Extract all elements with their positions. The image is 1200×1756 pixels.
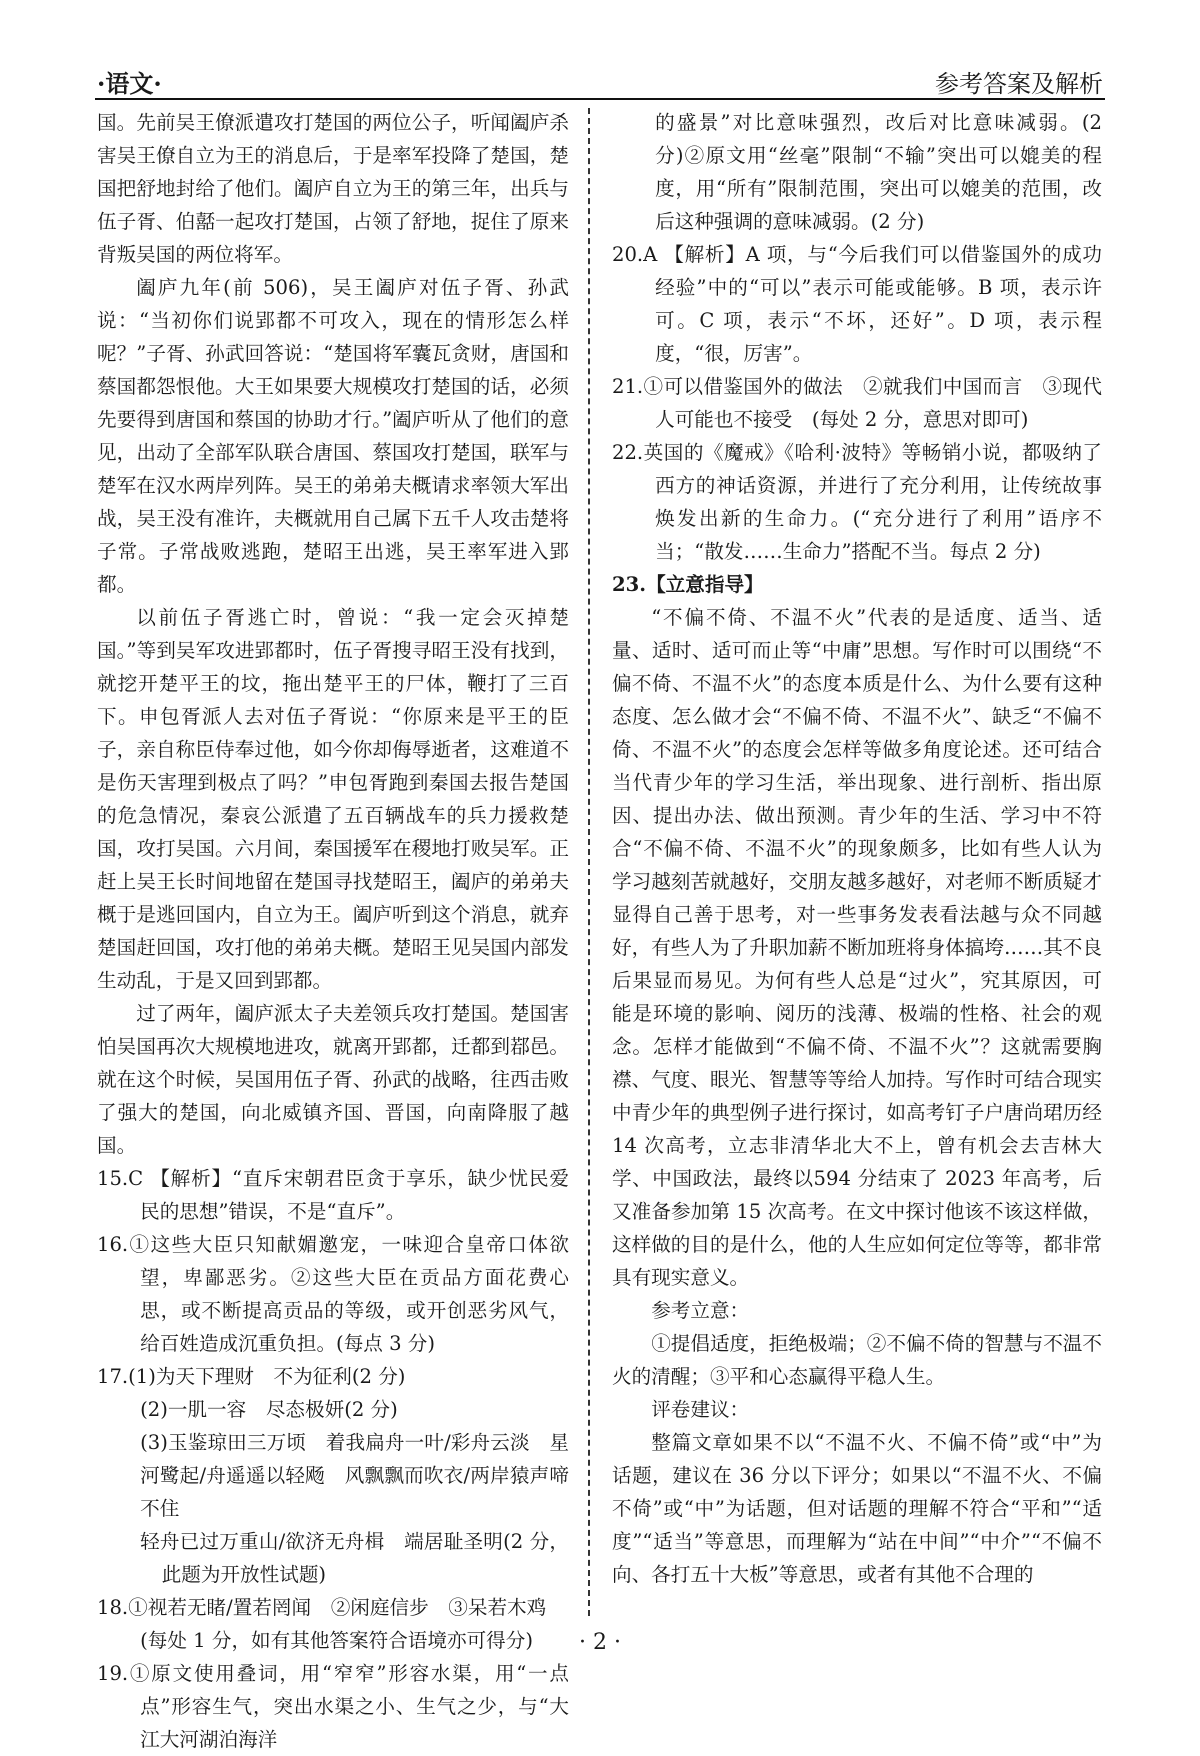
section-title: 参考答案及解析 bbox=[935, 70, 1103, 98]
subject-label: ·语文· bbox=[97, 69, 162, 98]
answer-17-2: (2)一肌一容 尽态极妍(2 分) bbox=[140, 1398, 398, 1421]
answer-19-cont: 的盛景”对比意味强烈，改后对比意味减弱。(2 分)②原文用“丝毫”限制“不输”突出可以媲美的程度，用“所有”限制范围，突出可以媲美的范围，改后这种强调的意味减弱。(2 分) bbox=[655, 111, 1102, 233]
right-column bbox=[612, 106, 1102, 1628]
page-header bbox=[95, 60, 1105, 100]
answer-19: 19.①原文使用叠词，用“窄窄”形容水渠，用“一点点”形容生气，突出水渠之小、生气之少，与“大江大河湖泊海洋 bbox=[97, 1662, 569, 1751]
page-number: · 2 · bbox=[579, 1630, 621, 1655]
left-column bbox=[97, 106, 569, 1751]
answer-17-3-cont: 轻舟已过万重山/欲济无舟楫 端居耻圣明(2 分，此题为开放性试题) bbox=[140, 1530, 569, 1586]
answer-15: 15.C 【解析】“直斥宋朝君臣贪于享乐，缺少忧民爱民的思想”错误，不是“直斥”。 bbox=[97, 1167, 569, 1223]
evaluation-body: 整篇文章如果不以“不温不火、不偏不倚”或“中”为话题，建议在 36 分以下评分；如果以“不温不火、不偏不倚”或“中”为话题，但对话题的理解不符合“平和”“适度”“适当”等意思，而理解为“站在中间”“中介”“不偏不向、各打五十大板”等意思，或者有其他不合理的 bbox=[612, 1431, 1102, 1586]
paragraph: 以前伍子胥逃亡时，曾说：“我一定会灭掉楚国。”等到吴军攻进郢都时，伍子胥搜寻昭王没有找到，就挖开楚平王的坟，拖出楚平王的尸体，鞭打了三百下。申包胥派人去对伍子胥说：“你原来是平王的臣子，亲自称臣侍奉过他，如今你却侮辱逝者，这难道不是伤天害理到极点了吗？”申包胥跑到秦国去报告楚国的危急情况，秦哀公派遣了五百辆战车的兵力援救楚国，攻打吴国。六月间，秦国援军在稷地打败吴军。正赶上吴王长时间地留在楚国寻找楚昭王，阖庐的弟弟夫概于是逃回国内，自立为王。阖庐听到这个消息，就弃楚国赶回国，攻打他的弟弟夫概。楚昭王见吴国内部发生动乱，于是又回到郢都。 bbox=[97, 606, 569, 992]
reference-title: 参考立意： bbox=[651, 1299, 750, 1322]
answer-18-note: (每处 1 分，如有其他答案符合语境亦可得分) bbox=[140, 1629, 534, 1652]
evaluation-title: 评卷建议： bbox=[651, 1398, 750, 1421]
answer-17-1: 17.(1)为天下理财 不为征利(2 分) bbox=[97, 1365, 406, 1388]
answer-23-heading: 23.【立意指导】 bbox=[612, 573, 764, 596]
paragraph: 阖庐九年(前 506)，吴王阖庐对伍子胥、孙武说：“当初你们说郢都不可攻入，现在的情形怎么样呢？”子胥、孙武回答说：“楚国将军囊瓦贪财，唐国和蔡国都怨恨他。大王如果要大规模攻打楚国的话，必须先要得到唐国和蔡国的协助才行。”阖庐听从了他们的意见，出动了全部军队联合唐国、蔡国攻打楚国，联军与楚军在汉水两岸列阵。吴王的弟弟夫概请求率领大军出战，吴王没有准许，夫概就用自己属下五千人攻击楚将子常。子常战败逃跑，楚昭王出逃，吴王率军进入郢都。 bbox=[97, 276, 569, 596]
answer-21: 21.①可以借鉴国外的做法 ②就我们中国而言 ③现代人可能也不接受 (每处 2 分，意思对即可) bbox=[612, 375, 1102, 431]
answer-20: 20.A 【解析】A 项，与“今后我们可以借鉴国外的成功经验”中的“可以”表示可能或能够。B 项，表示许可。C 项，表示“不坏，还好”。D 项，表示程度，“很，厉害”。 bbox=[612, 243, 1102, 365]
answer-18: 18.①视若无睹/置若罔闻 ②闲庭信步 ③呆若木鸡 bbox=[97, 1596, 547, 1619]
paragraph: 过了两年，阖庐派太子夫差领兵攻打楚国。楚国害怕吴国再次大规模地进攻，就离开郢都，迁都到鄀邑。就在这个时候，吴国用伍子胥、孙武的战略，往西击败了强大的楚国，向北威镇齐国、晋国，向南降服了越国。 bbox=[97, 1002, 569, 1157]
answer-17-3: (3)玉鉴琼田三万顷 着我扁舟一叶/彩舟云淡 星河鹭起/舟遥遥以轻飏 风飘飘而吹衣/两岸猿声啼不住 bbox=[140, 1431, 569, 1520]
reference-body: ①提倡适度，拒绝极端；②不偏不倚的智慧与不温不火的清醒；③平和心态赢得平稳人生。 bbox=[612, 1332, 1102, 1388]
paragraph: “不偏不倚、不温不火”代表的是适度、适当、适量、适时、适可而止等“中庸”思想。写作时可以围绕“不偏不倚、不温不火”的态度本质是什么、为什么要有这种态度、怎么做才会“不偏不倚、不温不火”、缺乏“不偏不倚、不温不火”的态度会怎样等做多角度论述。还可结合当代青少年的学习生活，举出现象、进行剖析、指出原因、提出办法、做出预测。青少年的生活、学习中不符合“不偏不倚、不温不火”的现象颇多，比如有些人认为学习越刻苦就越好，交朋友越多越好，对老师不断质疑才显得自己善于思考，对一些事务发表看法越与众不同越好，有些人为了升职加薪不断加班将身体搞垮……其不良后果显而易见。为何有些人总是“过火”，究其原因，可能是环境的影响、阅历的浅薄、极端的性格、社会的观念。怎样才能做到“不偏不倚、不温不火”？这就需要胸襟、气度、眼光、智慧等等给人加持。写作时可结合现实中青少年的典型例子进行探讨，如高考钉子户唐尚珺历经 14 次高考，立志非清华北大不上，曾有机会去吉林大学、中国政法，最终以594 分结束了 2023 年高考，后又准备参加第 15 次高考。在文中探讨他该不该这样做，这样做的目的是什么，他的人生应如何定位等等，都非常具有现实意义。 bbox=[612, 606, 1102, 1289]
column-divider bbox=[588, 108, 590, 1616]
answer-16: 16.①这些大臣只知献媚邀宠，一味迎合皇帝口体欲望，卑鄙恶劣。②这些大臣在贡品方面花费心思，或不断提高贡品的等级，或开创恶劣风气，给百姓造成沉重负担。(每点 3 分) bbox=[97, 1233, 569, 1355]
paragraph: 国。先前吴王僚派遣攻打楚国的两位公子，听闻阖庐杀害吴王僚自立为王的消息后，于是率军投降了楚国，楚国把舒地封给了他们。阖庐自立为王的第三年，出兵与伍子胥、伯嚭一起攻打楚国，占领了舒地，捉住了原来背叛吴国的两位将军。 bbox=[97, 111, 569, 266]
answer-22: 22.英国的《魔戒》《哈利·波特》等畅销小说，都吸纳了西方的神话资源，并进行了充分利用，让传统故事焕发出新的生命力。(“充分进行了利用”语序不当；“散发……生命力”搭配不当。每点 2 分) bbox=[612, 441, 1102, 563]
